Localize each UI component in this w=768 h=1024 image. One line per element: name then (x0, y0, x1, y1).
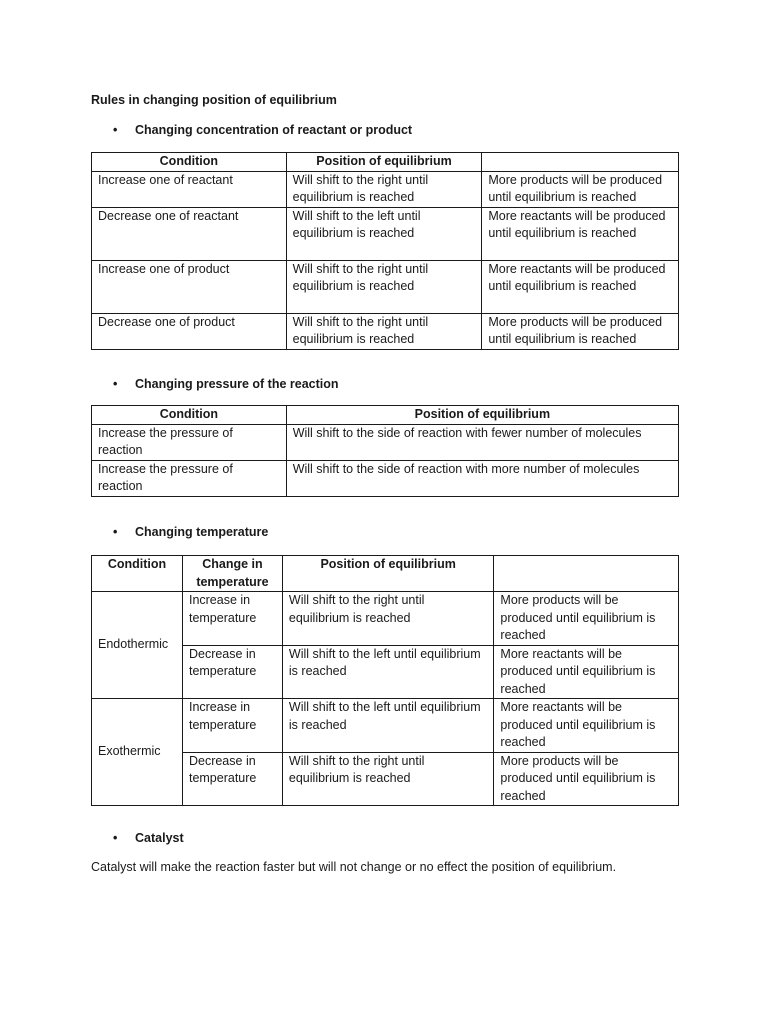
table-cell: Increase one of product (92, 260, 287, 313)
table-row (92, 592, 679, 646)
temperature-heading-text: Changing temperature (135, 525, 269, 539)
table-cell: Increase the pressure of reaction (92, 460, 287, 496)
table-cell: Will shift to the right until equilibrium is reached (282, 752, 494, 806)
pressure-heading-text: Changing pressure of the reaction (135, 377, 339, 391)
table-cell: Will shift to the right until equilibrium is reached (286, 171, 482, 207)
table-cell: More products will be produced until equilibrium is reached (494, 752, 679, 806)
table-header-row (92, 406, 679, 425)
table-row (92, 260, 679, 313)
table-row (92, 424, 679, 460)
table-cell: Increase in temperature (182, 699, 282, 753)
table-cell: Decrease in temperature (182, 645, 282, 699)
table-cell: Will shift to the left until equilibrium is reached (282, 699, 494, 753)
column-header: Position of equilibrium (286, 406, 678, 425)
column-header (494, 556, 679, 592)
table-cell: More products will be produced until equilibrium is reached (482, 313, 679, 349)
column-header: Change in temperature (182, 556, 282, 592)
concentration-heading (113, 123, 412, 137)
table-row (92, 313, 679, 349)
table-cell: Will shift to the left until equilibrium is reached (282, 645, 494, 699)
page-title: Rules in changing position of equilibrium (91, 93, 337, 107)
pressure-table (91, 405, 679, 497)
table-cell: Will shift to the right until equilibrium is reached (286, 260, 482, 313)
catalyst-heading (113, 831, 184, 845)
table-cell: More reactants will be produced until equilibrium is reached (482, 260, 679, 313)
table-row (92, 460, 679, 496)
table-cell: Will shift to the right until equilibrium is reached (282, 592, 494, 646)
table-cell: Increase one of reactant (92, 171, 287, 207)
condition-cell: Exothermic (92, 699, 183, 806)
column-header: Condition (92, 556, 183, 592)
table-cell: Decrease one of reactant (92, 207, 287, 260)
concentration-heading-text: Changing concentration of reactant or product (135, 123, 413, 137)
table-cell: Will shift to the left until equilibrium is reached (286, 207, 482, 260)
table-cell: Decrease one of product (92, 313, 287, 349)
table-cell: Decrease in temperature (182, 752, 282, 806)
table-cell: Increase the pressure of reaction (92, 424, 287, 460)
catalyst-paragraph: Catalyst will make the reaction faster but will not change or no effect the position of equilibrium. (91, 860, 617, 874)
table-row (92, 207, 679, 260)
table-header-row (92, 153, 679, 172)
table-header-row (92, 556, 679, 592)
table-cell: More products will be produced until equilibrium is reached (494, 592, 679, 646)
table-row (92, 171, 679, 207)
temperature-heading (113, 525, 268, 539)
column-header: Condition (92, 406, 287, 425)
column-header: Position of equilibrium (282, 556, 494, 592)
table-cell: More reactants will be produced until equilibrium is reached (494, 699, 679, 753)
condition-cell: Endothermic (92, 592, 183, 699)
table-row (92, 699, 679, 753)
bullet-icon: • (113, 831, 118, 845)
column-header: Condition (92, 153, 287, 172)
catalyst-heading-text: Catalyst (135, 831, 184, 845)
table-cell: More products will be produced until equilibrium is reached (482, 171, 679, 207)
table-cell: More reactants will be produced until equilibrium is reached (494, 645, 679, 699)
bullet-icon: • (113, 525, 118, 539)
column-header: Position of equilibrium (286, 153, 482, 172)
table-cell: More reactants will be produced until equilibrium is reached (482, 207, 679, 260)
bullet-icon: • (113, 123, 118, 137)
table-cell: Increase in temperature (182, 592, 282, 646)
concentration-table (91, 152, 679, 350)
table-cell: Will shift to the side of reaction with fewer number of molecules (286, 424, 678, 460)
pressure-heading (113, 377, 339, 391)
table-cell: Will shift to the side of reaction with more number of molecules (286, 460, 678, 496)
column-header (482, 153, 679, 172)
bullet-icon: • (113, 377, 118, 391)
temperature-table (91, 555, 679, 806)
table-cell: Will shift to the right until equilibrium is reached (286, 313, 482, 349)
